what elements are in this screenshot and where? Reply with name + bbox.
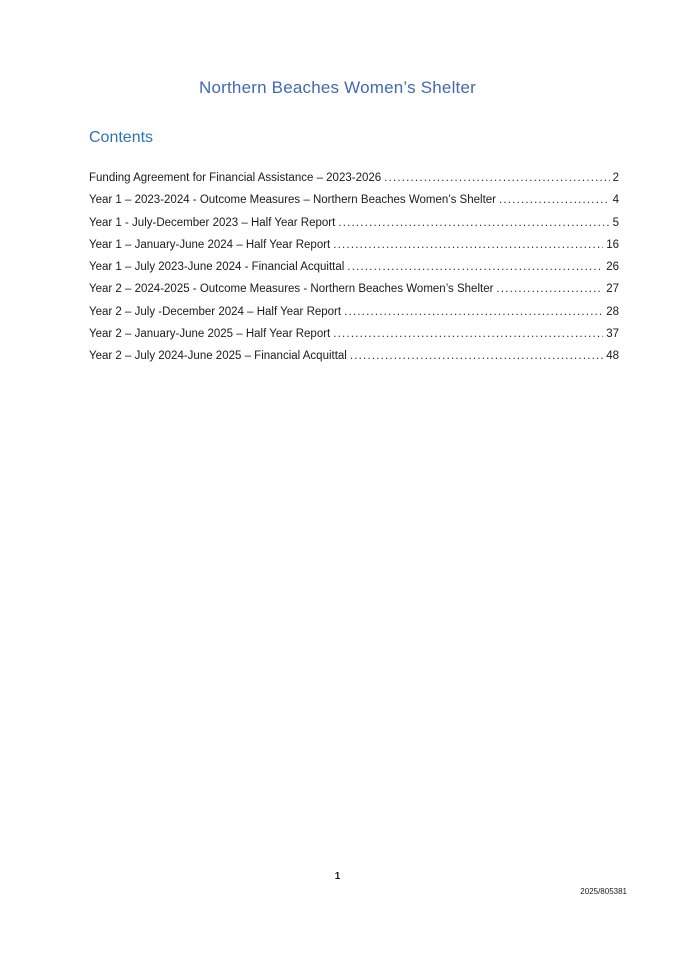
toc-entry-page: 4 <box>612 194 619 207</box>
dot-leader <box>350 345 603 367</box>
dot-leader <box>384 167 609 189</box>
toc-entry-label: Year 1 – July 2023-June 2024 - Financial Acquittal <box>89 261 345 274</box>
dot-leader <box>347 256 603 278</box>
toc-entry[interactable] <box>89 345 619 367</box>
dot-leader <box>333 234 603 256</box>
dot-leader <box>333 323 603 345</box>
toc-entry-label: Year 1 – January-June 2024 – Half Year Report <box>89 238 331 251</box>
toc-entry-page: 2 <box>612 172 619 184</box>
dot-leader <box>496 278 603 300</box>
toc-entry[interactable] <box>89 189 619 211</box>
dot-leader <box>344 301 603 323</box>
toc-entry[interactable] <box>89 278 619 300</box>
footer-page-number: 1 <box>334 871 341 882</box>
document-title: Northern Beaches Women’s Shelter <box>199 78 476 97</box>
toc-entry-label: Year 2 – January-June 2025 – Half Year Report <box>89 328 331 341</box>
toc-entry-page: 5 <box>612 216 619 229</box>
toc-entry-page: 48 <box>606 350 619 363</box>
contents-heading: Contents <box>89 129 154 146</box>
toc-entry[interactable] <box>89 301 619 323</box>
toc-entry-label: Year 2 – July 2024-June 2025 – Financial Acquittal <box>89 350 347 363</box>
dot-leader <box>499 189 610 211</box>
toc-entry-page: 28 <box>606 305 619 318</box>
toc-entry-label: Year 1 – 2023-2024 - Outcome Measures – Northern Beaches Women’s Shelter <box>89 194 496 207</box>
toc-entry[interactable] <box>89 234 619 256</box>
toc-entry-label: Year 2 – July -December 2024 – Half Year Report <box>89 305 342 318</box>
toc-entry-page: 37 <box>606 328 619 341</box>
toc-entry[interactable] <box>89 323 619 345</box>
toc-entry-label: Year 2 – 2024-2025 - Outcome Measures - Northern Beaches Women’s Shelter <box>89 283 494 296</box>
toc-entry-label: Year 1 - July-December 2023 – Half Year Report <box>89 216 336 229</box>
toc-entry[interactable] <box>89 167 619 189</box>
toc-entry-page: 27 <box>606 283 619 296</box>
toc-entry-page: 16 <box>606 238 619 251</box>
toc-entry-label: Funding Agreement for Financial Assistance – 2023-2026 <box>89 172 382 184</box>
toc-entry[interactable] <box>89 256 619 278</box>
table-of-contents <box>89 167 619 368</box>
toc-entry-page: 26 <box>606 261 619 274</box>
toc-entry[interactable] <box>89 212 619 234</box>
dot-leader <box>338 212 609 234</box>
footer-document-number: 2025/805381 <box>580 887 627 896</box>
